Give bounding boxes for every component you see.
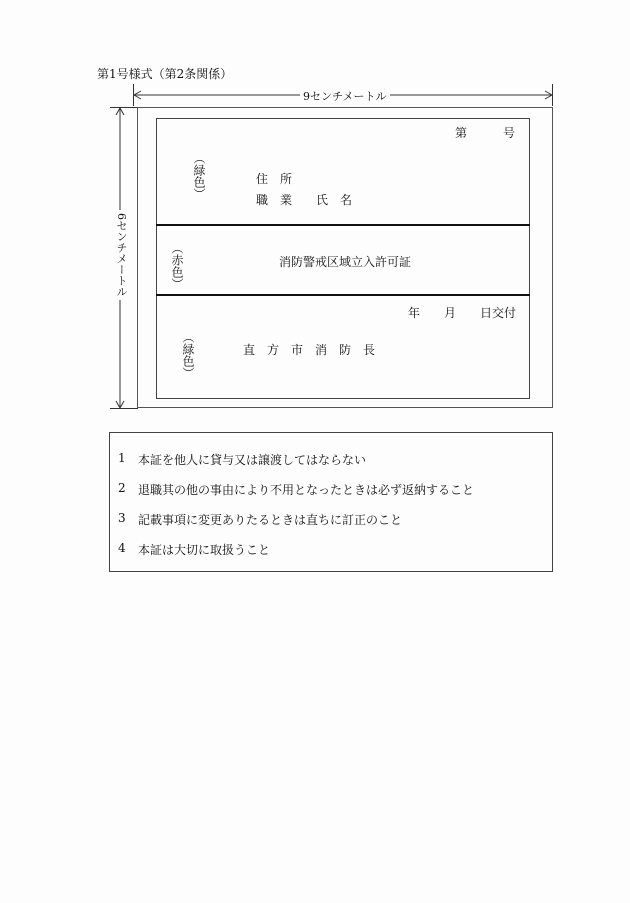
section1-color-note: （緑色） bbox=[192, 152, 206, 200]
card-divider-2 bbox=[156, 294, 530, 296]
issue-date-label: 年 月 日交付 bbox=[408, 306, 517, 320]
note-text: 本証は大切に取扱うこと bbox=[138, 543, 271, 557]
address-label: 住 所 bbox=[256, 172, 293, 186]
note-number: 4 bbox=[118, 541, 126, 555]
occupation-name-label: 職 業 氏 名 bbox=[256, 193, 353, 207]
note-text: 本証を他人に貸与又は譲渡してはならない bbox=[138, 453, 367, 467]
permit-title: 消防警戒区域立入許可証 bbox=[279, 255, 412, 269]
section3-color-note: （緑色） bbox=[181, 331, 195, 379]
issuer-label: 直 方 市 消 防 長 bbox=[243, 343, 376, 357]
note-text: 退職其の他の事由により不用となったときは必ず返納すること bbox=[138, 483, 475, 497]
card-number-label: 第 号 bbox=[455, 126, 516, 140]
section2-color-note: （赤色） bbox=[170, 242, 184, 290]
card-divider-1 bbox=[156, 224, 530, 226]
note-number: 2 bbox=[118, 481, 126, 495]
note-number: 1 bbox=[118, 451, 126, 465]
note-text: 記載事項に変更ありたるときは直ちに訂正のこと bbox=[138, 513, 403, 527]
dimension-width-label: 9センチメートル bbox=[300, 88, 390, 104]
form-title: 第1号様式（第2条関係） bbox=[97, 67, 233, 81]
note-number: 3 bbox=[118, 511, 126, 525]
dimension-height-label: 6センチメートル bbox=[113, 210, 129, 300]
